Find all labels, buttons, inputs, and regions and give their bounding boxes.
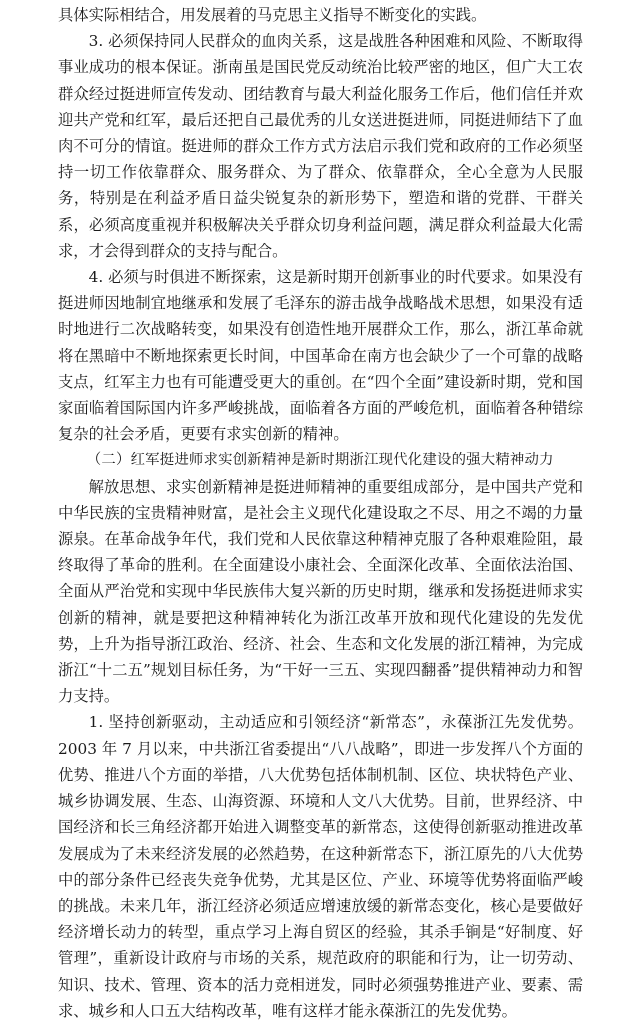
section-heading: （二）红军挺进师求实创新精神是新时期浙江现代化建设的强大精神动力 bbox=[86, 452, 554, 469]
paragraph-point-4: 4. 必须与时俱进不断探索，这是新时期开创新事业的时代要求。如果没有挺进师因地制宜地继承和发展了毛泽东的游击战争战略战术思想，如果没有适时地进行二次战略转变，如果没有创造性地开展群众工作，那么，浙江革命就将在黑暗中不断地探索更长时间，中国革命在南方也会缺少了一个可靠的战略支点，红军主力也有可能遭受更大的重创。在“四个全面”建设新时期，党和国家面临着国际国内许多严峻挑战，面临着各方面的严峻危机，面临着各种错综复杂的社会矛盾，更要有求实创新的精神。 bbox=[58, 268, 583, 444]
paragraph-continued: 具体实际相结合，用发展着的马克思主义指导不断变化的实践。 bbox=[58, 6, 487, 24]
paragraph-point-1: 1. 坚持创新驱动，主动适应和引领经济“新常态”，永葆浙江先发优势。2003 年 7 月以来，中共浙江省委提出“八八战略”，即进一步发挥八个方面的优势、推进八个方面的举措，八大优势包括体制机制、区位、块状特色产业、城乡协调发展、生态、山海资源、环境和人文八大优势。目前，世界经济、中国经济和长三角经济都开始进入调整变革的新常态，这使得创新驱动推进改革发展成为了未来经济发展的必然趋势，在这种新常态下，浙江原先的八大优势中的部分条件已经丧失竞争优势，尤其是区位、产业、环境等优势将面临严峻的挑战。未来几年，浙江经济必须适应增速放缓的新常态变化，核心是要做好经济增长动力的转型，重点学习上海自贸区的经验，其杀手锏是“好制度、好管理”，重新设计政府与市场的关系，规范政府的职能和行为，让一切劳动、知识、技术、管理、资本的活力竞相迸发，同时必须强势推进产业、要素、需求、城乡和人口五大结构改革，唯有这样才能永葆浙江的先发优势。 bbox=[58, 713, 583, 1020]
paragraph-point-3: 3. 必须保持同人民群众的血肉关系，这是战胜各种困难和风险、不断取得事业成功的根本保证。浙南虽是国民党反动统治比较严密的地区，但广大工农群众经过挺进师宣传发动、团结教育与最大利益化服务工作后，他们信任并欢迎共产党和红军，最后还把自己最优秀的儿女送进挺进师，同挺进师结下了血肉不可分的情谊。挺进师的群众工作方式方法启示我们党和政府的工作必须坚持一切工作依靠群众、服务群众、为了群众、依靠群众，全心全意为人民服务，特别是在利益矛盾日益尖锐复杂的新形势下，塑造和谐的党群、干群关系，必须高度重视并积极解决关乎群众切身利益问题，满足群众利益最大化需求，才会得到群众的支持与配合。 bbox=[58, 32, 583, 260]
paragraph-section-intro: 解放思想、求实创新精神是挺进师精神的重要组成部分，是中国共产党和中华民族的宝贵精神财富，是社会主义现代化建设取之不尽、用之不竭的力量源泉。在革命战争年代，我们党和人民依靠这种精神克服了各种艰难险阻，最终取得了革命的胜利。在全面建设小康社会、全面深化改革、全面依法治国、全面从严治党和实现中华民族伟大复兴新的历史时期，继承和发扬挺进师求实创新的精神，就是要把这种精神转化为浙江改革开放和现代化建设的先发优势，上升为指导浙江政治、经济、社会、生态和文化发展的浙江精神，为完成浙江“十二五”规划目标任务，为“干好一三五、实现四翻番”提供精神动力和智力支持。 bbox=[58, 477, 583, 706]
document-page bbox=[58, 2, 583, 1024]
